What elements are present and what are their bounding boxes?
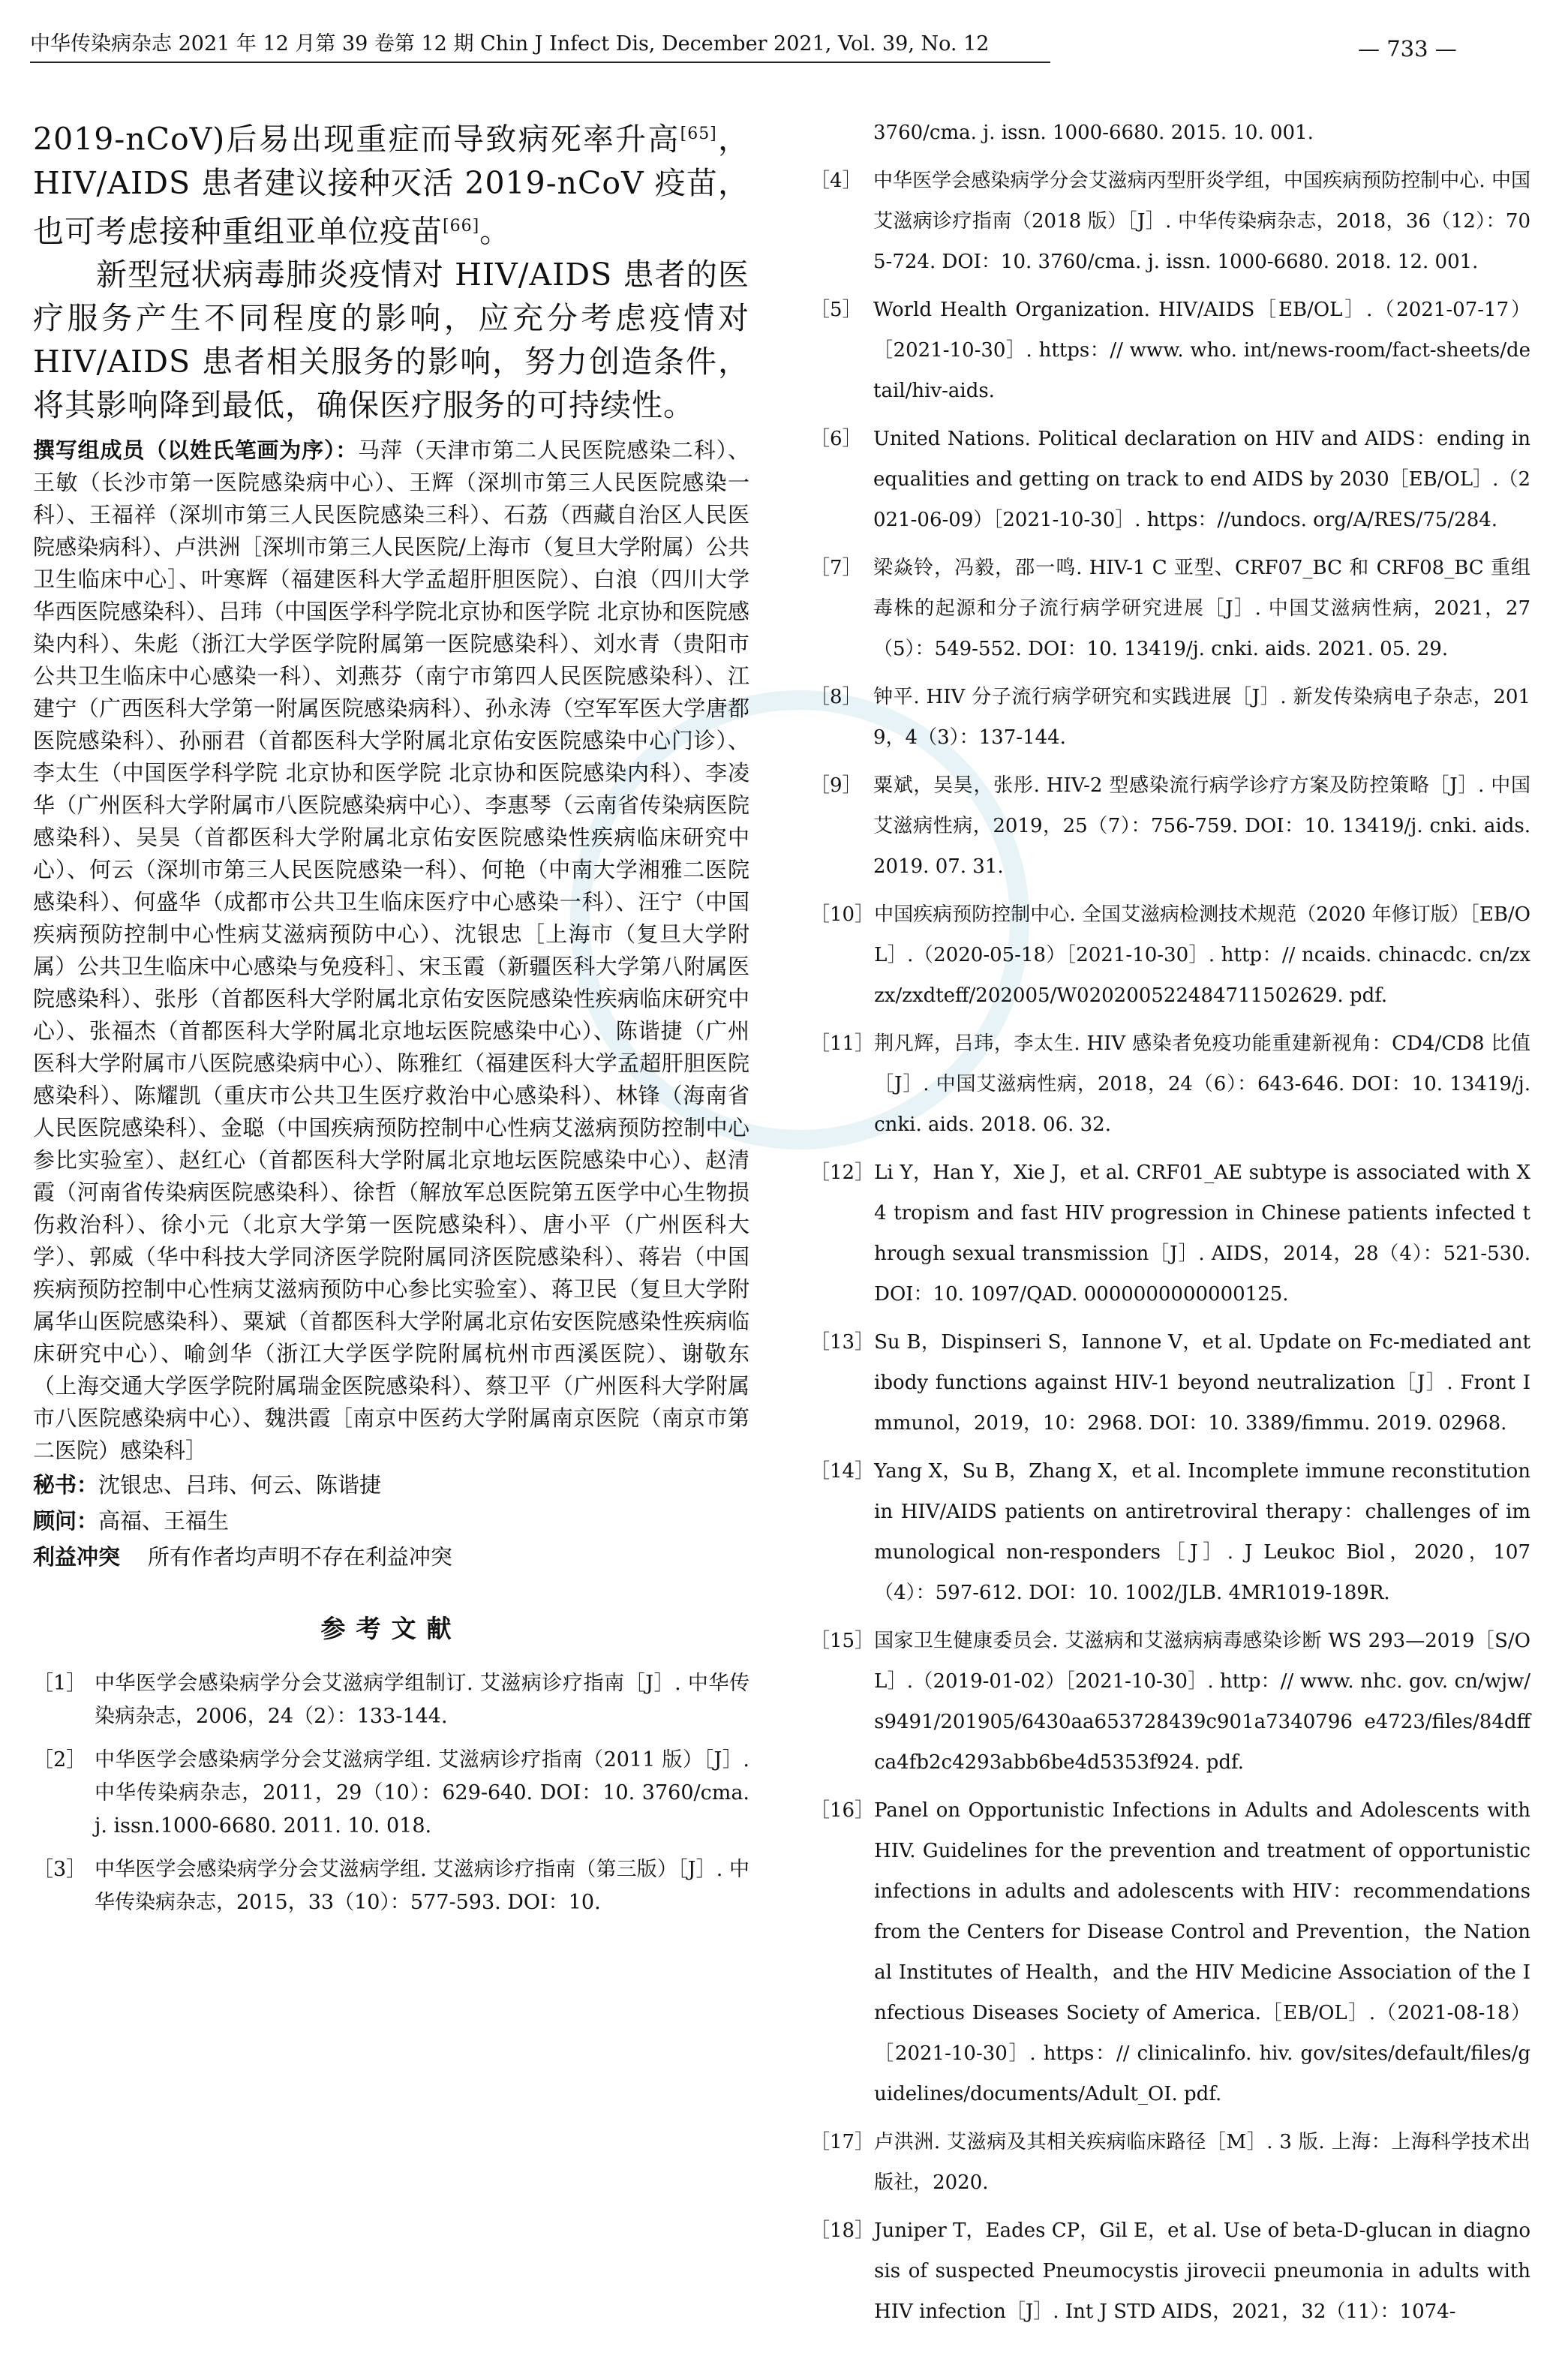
- references-title: 参考文献: [320, 1614, 462, 1644]
- reference-item: ［15］ 国家卫生健康委员会. 艾滋病和艾滋病病毒感染诊断 WS 293—2019［S/OL］.（2019-01-02）［2021-10-30］. http：// www. nhc. gov. cn/wjw/s9491/201905/6430aa653728439c901a7340796 e4723/files/84dffca4fb2c4293abb6be4d5353f924. pdf.: [810, 1630, 1530, 1774]
- reference-item: ［17］ 卢洪洲. 艾滋病及其相关疾病临床路径［M］. 3 版. 上海：上海科学技术出版社，2020.: [810, 2131, 1530, 2194]
- citation-65[interactable]: [65]: [680, 125, 717, 143]
- reference-item: ［16］ Panel on Opportunistic Infections in Adults and Adolescents with HIV. Guidelines for the prevention and treatment of opportunistic infections in adults and adolescents with HIV：recommendations from the Centers for Disease Control and Prevention，the National Institutes of Health，and the HIV Medicine Association of the Infectious Diseases Society of America.［EB/OL］.（2021-08-18）［2021-10-30］. https：// clinicalinfo. hiv. gov/sites/default/files/guidelines/documents/Adult_OI. pdf.: [810, 1799, 1530, 2105]
- reference-item: ［9］ 粟斌，吴昊，张彤. HIV-2 型感染流行病学诊疗方案及防控策略［J］. 中国艾滋病性病，2019，25（7）：756-759. DOI：10. 13419/j. cnki. aids. 2019. 07. 31.: [810, 774, 1530, 878]
- conflict-line: 利益冲突 所有作者均声明不存在利益冲突: [33, 1544, 452, 1570]
- author-list-label: 撰写组成员（以姓氏笔画为序）：: [33, 437, 359, 464]
- reference-item: ［18］ Juniper T，Eades CP，Gil E，et al. Use of beta-D-glucan in diagnosis of suspected Pneumocystis jirovecii pneumonia in adults with HIV infection［J］. Int J STD AIDS，2021，32（11）：1074-: [810, 2219, 1530, 2323]
- reference-item: ［3］ 中华医学会感染病学分会艾滋病学组. 艾滋病诊疗指南（第三版）［J］. 中华传染病杂志，2015，33（10）：577-593. DOI：10.: [33, 1858, 749, 1915]
- advisor-line: 顾问：高福、王福生: [33, 1508, 230, 1534]
- secretary-line: 秘书：沈银忠、吕玮、何云、陈谐捷: [33, 1472, 382, 1498]
- reference-item: ［10］ 中国疾病预防控制中心. 全国艾滋病检测技术规范（2020 年修订版）［EB/OL］.（2020-05-18）［2021-10-30］. http：// ncaids. chinacdc. cn/zxzx/zxdteff/202005/W020200522484711502629. pdf.: [810, 903, 1530, 1007]
- reference-item: ［2］ 中华医学会感染病学分会艾滋病学组. 艾滋病诊疗指南（2011 版）［J］. 中华传染病杂志，2011，29（10）：629-640. DOI：10. 3760/cma. j. issn.1000-6680. 2011. 10. 018.: [33, 1748, 749, 1838]
- reference-item: ［7］ 梁焱铃，冯毅，邵一鸣. HIV-1 C 亚型、CRF07_BC 和 CRF08_BC 重组毒株的起源和分子流行病学研究进展［J］. 中国艾滋病性病，2021，27（5）：549-552. DOI：10. 13419/j. cnki. aids. 2021. 05. 29.: [810, 557, 1530, 660]
- left-column: [33, 113, 749, 1930]
- reference-continuation: 3760/cma. j. issn. 1000-6680. 2015. 10. 001.: [873, 122, 1314, 144]
- author-list: [33, 434, 749, 1467]
- reference-item: ［5］ World Health Organization. HIV/AIDS［EB/OL］.（2021-07-17）［2021-10-30］. https：// www. who. int/news-room/fact-sheets/detail/hiv-aids.: [810, 299, 1530, 402]
- author-list-text: 马萍（天津市第二人民医院感染二科）、王敏（长沙市第一医院感染病中心）、王辉（深圳市第三人民医院感染一科）、王福祥（深圳市第三人民医院感染三科）、石荔（西藏自治区人民医院感染病科）、卢洪洲［深圳市第三人民医院/上海市（复旦大学附属）公共卫生临床中心］、叶寒辉（福建医科大学孟超肝胆医院）、白浪（四川大学华西医院感染科）、吕玮（中国医学科学院北京协和医学院 北京协和医院感染内科）、朱彪（浙江大学医学院附属第一医院感染科）、刘水青（贵阳市公共卫生临床中心感染一科）、刘燕芬（南宁市第四人民医院感染科）、江建宁（广西医科大学第一附属医院感染病科）、孙永涛（空军军医大学唐都医院感染科）、孙丽君（首都医科大学附属北京佑安医院感染中心门诊）、李太生（中国医学科学院 北京协和医学院 北京协和医院感染内科）、李凌华（广州医科大学附属市八医院感染病中心）、李惠琴（云南省传染病医院感染科）、吴昊（首都医科大学附属北京佑安医院感染性疾病临床研究中心）、何云（深圳市第三人民医院感染一科）、何艳（中南大学湘雅二医院感染科）、何盛华（成都市公共卫生临床医疗中心感染一科）、汪宁（中国疾病预防控制中心性病艾滋病预防中心）、沈银忠［上海市（复旦大学附属）公共卫生临床中心感染与免疫科］、宋玉霞（新疆医科大学第八附属医院感染科）、张彤（首都医科大学附属北京佑安医院感染性疾病临床研究中心）、张福杰（首都医科大学附属北京地坛医院感染中心）、陈谐捷（广州医科大学附属市八医院感染病中心）、陈雅红（福建医科大学孟超肝胆医院感染科）、陈耀凯（重庆市公共卫生医疗救治中心感染科）、林锋（海南省人民医院感染科）、金聪（中国疾病预防控制中心性病艾滋病预防控制中心参比实验室）、赵红心（首都医科大学附属北京地坛医院感染中心）、赵清霞（河南省传染病医院感染科）、徐哲（解放军总医院第五医学中心生物损伤救治科）、徐小元（北京大学第一医院感染科）、唐小平（广州医科大学）、郭威（华中科技大学同济医学院附属同济医院感染科）、蒋岩（中国疾病预防控制中心性病艾滋病预防中心参比实验室）、蒋卫民（复旦大学附属华山医院感染科）、粟斌（首都医科大学附属北京佑安医院感染性疾病临床研究中心）、喻剑华（浙江大学医学院附属杭州市西溪医院）、谢敬东（上海交通大学医学院附属瑞金医院感染科）、蔡卫平（广州医科大学附属市八医院感染病中心）、魏洪霞［南京中医药大学附属南京医院（南京市第二医院）感染科］: [33, 437, 749, 1464]
- reference-item: ［8］ 钟平. HIV 分子流行病学研究和实践进展［J］. 新发传染病电子杂志，2019，4（3）：137-144.: [810, 686, 1530, 749]
- citation-66[interactable]: [66]: [443, 216, 480, 236]
- reference-item: ［12］ Li Y，Han Y，Xie J，et al. CRF01_AE subtype is associated with X4 tropism and fast HIV progression in Chinese patients infected through sexual transmission［J］. AIDS，2014，28（4）：521-530. DOI：10. 1097/QAD. 0000000000000125.: [810, 1161, 1530, 1306]
- running-header: 中华传染病杂志 2021 年 12 月第 39 卷第 12 期 Chin J Infect Dis, December 2021, Vol. 39, No. 12: [30, 32, 1050, 63]
- reference-item: ［13］ Su B，Dispinseri S，Iannone V，et al. Update on Fc-mediated antibody functions against HIV-1 beyond neutralization［J］. Front Immunol，2019，10：2968. DOI：10. 3389/fimmu. 2019. 02968.: [810, 1331, 1530, 1435]
- right-column: [810, 113, 1530, 2339]
- reference-item: ［11］ 荆凡辉，吕玮，李太生. HIV 感染者免疫功能重建新视角：CD4/CD8 比值［J］. 中国艾滋病性病，2018，24（6）：643-646. DOI：10. 13419/j. cnki. aids. 2018. 06. 32.: [810, 1032, 1530, 1136]
- reference-item: ［14］ Yang X，Su B，Zhang X，et al. Incomplete immune reconstitution in HIV/AIDS patients on antiretroviral therapy：challenges of immunological non-responders［J］. J Leukoc Biol，2020，107（4）：597-612. DOI：10. 1002/JLB. 4MR1019-189R.: [810, 1460, 1530, 1604]
- reference-item: ［4］ 中华医学会感染病学分会艾滋病丙型肝炎学组，中国疾病预防控制中心. 中国艾滋病诊疗指南（2018 版）［J］. 中华传染病杂志，2018，36（12）：705-724. DOI：10. 3760/cma. j. issn. 1000-6680. 2018. 12. 001.: [810, 170, 1530, 273]
- body-paragraph-2: 新型冠状病毒肺炎疫情对 HIV/AIDS 患者的医疗服务产生不同程度的影响，应充分考虑疫情对 HIV/AIDS 患者相关服务的影响，努力创造条件，将其影响降到最低，确保医疗服务的可持续性。: [33, 257, 749, 424]
- reference-item: ［6］ United Nations. Political declaration on HIV and AIDS：ending inequalities and getting on track to end AIDS by 2030［EB/OL］.（2021-06-09）［2021-10-30］. https：//undocs. org/A/RES/75/284.: [810, 428, 1530, 531]
- body-paragraph-1: 2019-nCoV)后易出现重症而导致病死率升高[65]，HIV/AIDS 患者建议接种灭活 2019-nCoV 疫苗，也可考虑接种重组亚单位疫苗[66]。: [33, 121, 750, 250]
- page-number: — 733 —: [1358, 36, 1457, 62]
- reference-item: ［1］ 中华医学会感染病学分会艾滋病学组制订. 艾滋病诊疗指南［J］. 中华传染病杂志，2006，24（2）：133-144.: [33, 1672, 749, 1729]
